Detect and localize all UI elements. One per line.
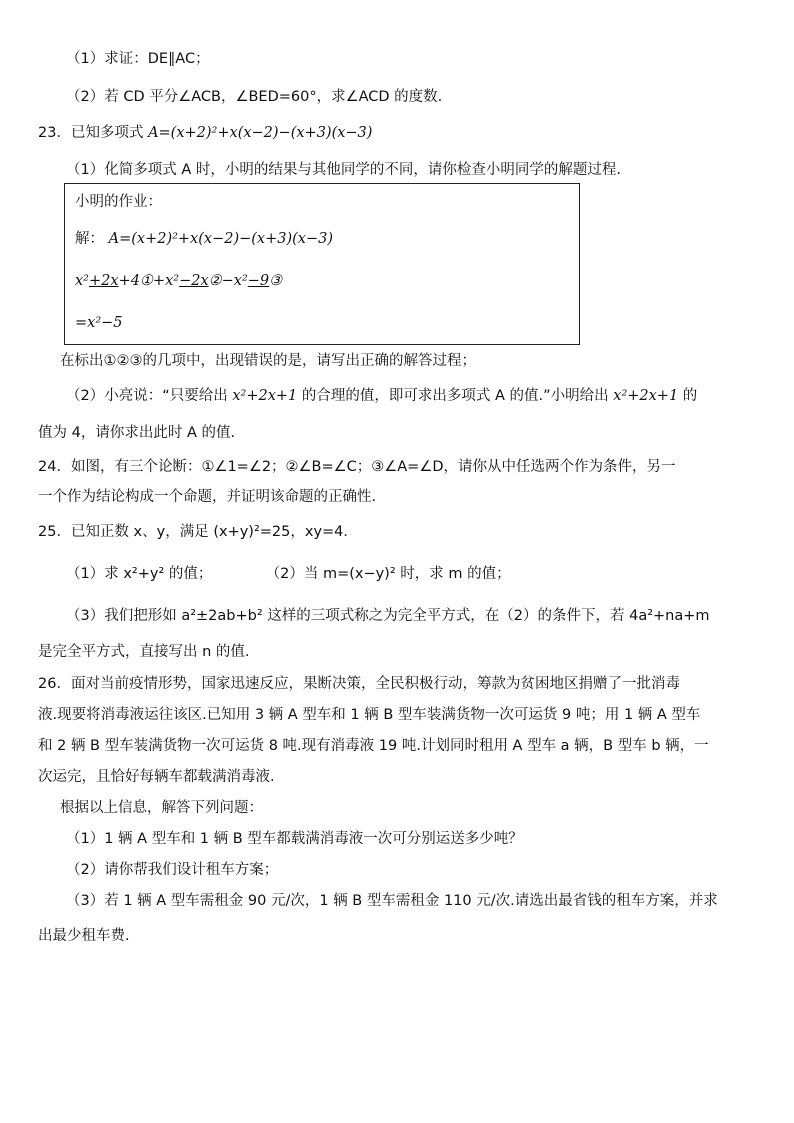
- q22-part1: （1）求证：DE∥AC；: [66, 51, 210, 67]
- q26-line2: 液.现要将消毒液运往该区.已知用 3 辆 A 型车和 1 辆 B 型车装满货物一次可运货 9 吨；用 1 辆 A 型车: [38, 707, 701, 723]
- homework-steps: [75, 271, 282, 291]
- step-f: −9: [247, 273, 270, 289]
- q23-stem-text: 23．已知多项式: [38, 125, 144, 141]
- homework-result: =x²−5: [75, 315, 123, 331]
- q22-part2: （2）若 CD 平分∠ACB，∠BED=60°，求∠ACD 的度数.: [66, 89, 443, 105]
- homework-title: 小明的作业：: [75, 194, 162, 210]
- q26-line1: 26．面对当前疫情形势，国家迅速反应，果断决策，全民积极行动，筹款为贫困地区捐赠了一批消毒: [38, 676, 680, 692]
- q25-part2: （2）当 m=(x−y)² 时，求 m 的值；: [265, 566, 511, 582]
- q26-part2: （2）请你帮我们设计租车方案；: [66, 862, 279, 878]
- q26-line3: 和 2 辆 B 型车装满货物一次可运货 8 吨.现有消毒液 19 吨.计划同时租用 A 型车 a 辆，B 型车 b 辆，一: [38, 738, 709, 754]
- q23-part2-a: （2）小亮说：“只要给出: [66, 388, 228, 404]
- q23-stem: [38, 123, 372, 143]
- step-b: +2x: [89, 273, 119, 289]
- q23-part2-b: 的合理的值，即可求出多项式 A 的值.”小明给出: [301, 388, 609, 404]
- q26-line4: 次运完，且恰好每辆车都载满消毒液.: [38, 769, 275, 785]
- q25-stem: 25．已知正数 x、y，满足 (x+y)²=25，xy=4．: [38, 524, 358, 540]
- step-d: −2x: [179, 273, 209, 289]
- homework-solve-line: [75, 229, 333, 249]
- homework-box: [64, 183, 580, 345]
- q23-part2-expr2: x²+2x+1: [613, 388, 679, 404]
- q23-part1: （1）化简多项式 A 时，小明的结果与其他同学的不同，请你检查小明同学的解题过程.: [66, 162, 621, 178]
- solve-formula: A=(x+2)²+x(x−2)−(x+3)(x−3): [108, 231, 333, 247]
- q23-part2-expr: x²+2x+1: [232, 388, 298, 404]
- solve-label: 解：: [75, 231, 104, 247]
- q23-part2-line2: 值为 4，请你求出此时 A 的值.: [38, 425, 236, 441]
- q26-part3-line1: （3）若 1 辆 A 型车需租金 90 元/次，1 辆 B 型车需租金 110 元/次.请选出最省钱的租车方案，并求: [66, 893, 718, 909]
- q26-part1: （1）1 辆 A 型车和 1 辆 B 型车都载满消毒液一次可分别运送多少吨？: [66, 831, 523, 847]
- q24-line1: 24．如图，有三个论断：①∠1=∠2；②∠B=∠C；③∠A=∠D，请你从中任选两个作为条件，另一: [38, 459, 676, 475]
- q23-part2-line1: [66, 386, 697, 406]
- q25-part3-line1: （3）我们把形如 a²±2ab+b² 这样的三项式称之为完全平方式，在（2）的条件下，若 4a²+na+m: [66, 608, 710, 624]
- q23-part2-c: 的: [682, 388, 698, 404]
- q25-parts-row: [66, 564, 511, 584]
- step-e: ②−x²: [208, 273, 248, 289]
- q23-formula: A=(x+2)²+x(x−2)−(x+3)(x−3): [148, 125, 373, 141]
- step-c: +4①+x²: [118, 273, 180, 289]
- q25-part1: （1）求 x²+y² 的值；: [66, 566, 213, 582]
- q26-line5: 根据以上信息，解答下列问题：: [60, 800, 263, 816]
- step-g: ③: [269, 273, 283, 289]
- q23-note: 在标出①②③的几项中，出现错误的是，请写出正确的解答过程；: [60, 353, 476, 369]
- q25-part3-line2: 是完全平方式，直接写出 n 的值.: [38, 644, 250, 660]
- q24-line2: 一个作为结论构成一个命题，并证明该命题的正确性.: [38, 489, 377, 505]
- step-a: x²: [75, 273, 89, 289]
- q26-part3-line2: 出最少租车费.: [38, 928, 130, 944]
